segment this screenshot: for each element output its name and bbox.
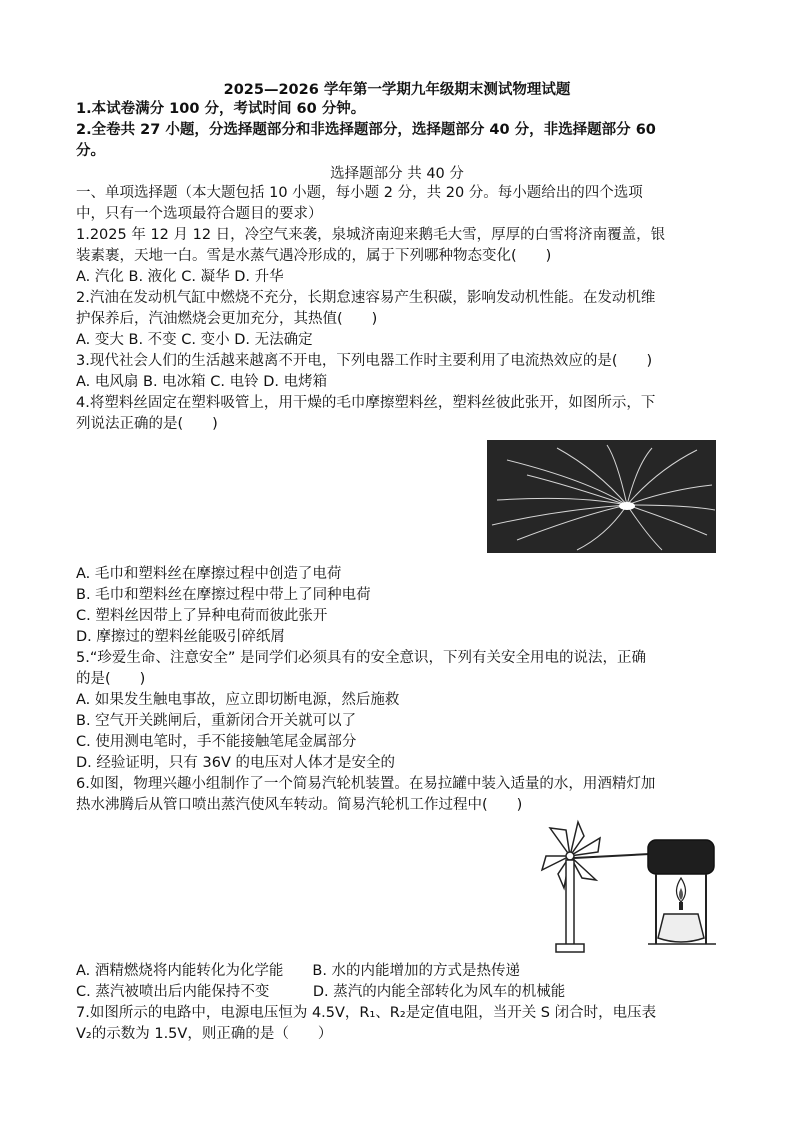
plastic-fibers-photo: [487, 440, 716, 553]
question-2-stem-cont: 护保养后，汽油燃烧会更加充分，其热值( ): [76, 311, 378, 327]
instruction-2-cont: 分。: [76, 143, 105, 159]
question-4-option-d: D. 摩擦过的塑料丝能吸引碎纸屑: [76, 629, 285, 645]
question-1-stem: 1.2025 年 12 月 12 日，冷空气来袭，泉城济南迎来鹅毛大雪，厚厚的白雪将济南覆盖，银: [76, 227, 666, 243]
question-4-stem-cont: 列说法正确的是( ): [76, 416, 218, 432]
question-7-stem: 7.如图所示的电路中，电源电压恒为 4.5V，R₁、R₂是定值电阻，当开关 S 闭合时，电压表: [76, 1005, 657, 1021]
question-4-option-b: B. 毛巾和塑料丝在摩擦过程中带上了同种电荷: [76, 587, 371, 603]
question-4-option-a: A. 毛巾和塑料丝在摩擦过程中创造了电荷: [76, 566, 342, 582]
question-4-option-c: C. 塑料丝因带上了异种电荷而彼此张开: [76, 608, 328, 624]
question-4-stem: 4.将塑料丝固定在塑料吸管上，用干燥的毛巾摩擦塑料丝，塑料丝彼此张开，如图所示，下: [76, 395, 656, 411]
question-6-stem: 6.如图，物理兴趣小组制作了一个简易汽轮机装置。在易拉罐中装入适量的水，用酒精灯加: [76, 776, 656, 792]
plastic-fibers-illustration: [487, 440, 716, 553]
question-3-stem: 3.现代社会人们的生活越来越离不开电，下列电器工作时主要利用了电流热效应的是( ): [76, 353, 653, 369]
question-7-stem-cont: V₂的示数为 1.5V，则正确的是（ ）: [76, 1026, 333, 1042]
section-title: 选择题部分 共 40 分: [330, 166, 464, 182]
question-3-options: A. 电风扇 B. 电冰箱 C. 电铃 D. 电烤箱: [76, 374, 328, 390]
question-2-options: A. 变大 B. 不变 C. 变小 D. 无法确定: [76, 332, 313, 348]
question-5-stem: 5.“珍爱生命、注意安全” 是同学们必须具有的安全意识，下列有关安全用电的说法，正确: [76, 650, 646, 666]
question-5-stem-cont: 的是( ): [76, 671, 146, 687]
section-intro-cont: 中，只有一个选项最符合题目的要求）: [76, 206, 323, 222]
steam-turbine-figure: [540, 818, 720, 958]
exam-title: 2025—2026 学年第一学期九年级期末测试物理试题: [223, 82, 571, 98]
question-1-options: A. 汽化 B. 液化 C. 凝华 D. 升华: [76, 269, 284, 285]
question-6-options-cd: C. 蒸汽被喷出后内能保持不变 D. 蒸汽的内能全部转化为风车的机械能: [76, 984, 566, 1000]
question-5-option-b: B. 空气开关跳闸后，重新闭合开关就可以了: [76, 713, 357, 729]
question-5-option-a: A. 如果发生触电事故，应立即切断电源，然后施救: [76, 692, 400, 708]
question-2-stem: 2.汽油在发动机气缸中燃烧不充分，长期怠速容易产生积碳，影响发动机性能。在发动机维: [76, 290, 656, 306]
instruction-1: 1.本试卷满分 100 分，考试时间 60 分钟。: [76, 101, 366, 117]
section-intro: 一、单项选择题（本大题包括 10 小题，每小题 2 分，共 20 分。每小题给出的四个选项: [76, 185, 643, 201]
question-5-option-c: C. 使用测电笔时，手不能接触笔尾金属部分: [76, 734, 357, 750]
question-5-option-d: D. 经验证明，只有 36V 的电压对人体才是安全的: [76, 755, 395, 771]
question-6-stem-cont: 热水沸腾后从管口喷出蒸汽使风车转动。简易汽轮机工作过程中( ): [76, 797, 523, 813]
question-6-options-ab: A. 酒精燃烧将内能转化为化学能 B. 水的内能增加的方式是热传递: [76, 963, 521, 979]
steam-turbine-illustration: [540, 818, 720, 958]
question-1-stem-cont: 装素裹，天地一白。雪是水蒸气遇冷形成的，属于下列哪种物态变化( ): [76, 248, 552, 264]
instruction-2: 2.全卷共 27 小题，分选择题部分和非选择题部分，选择题部分 40 分，非选择题部分 60: [76, 122, 656, 138]
